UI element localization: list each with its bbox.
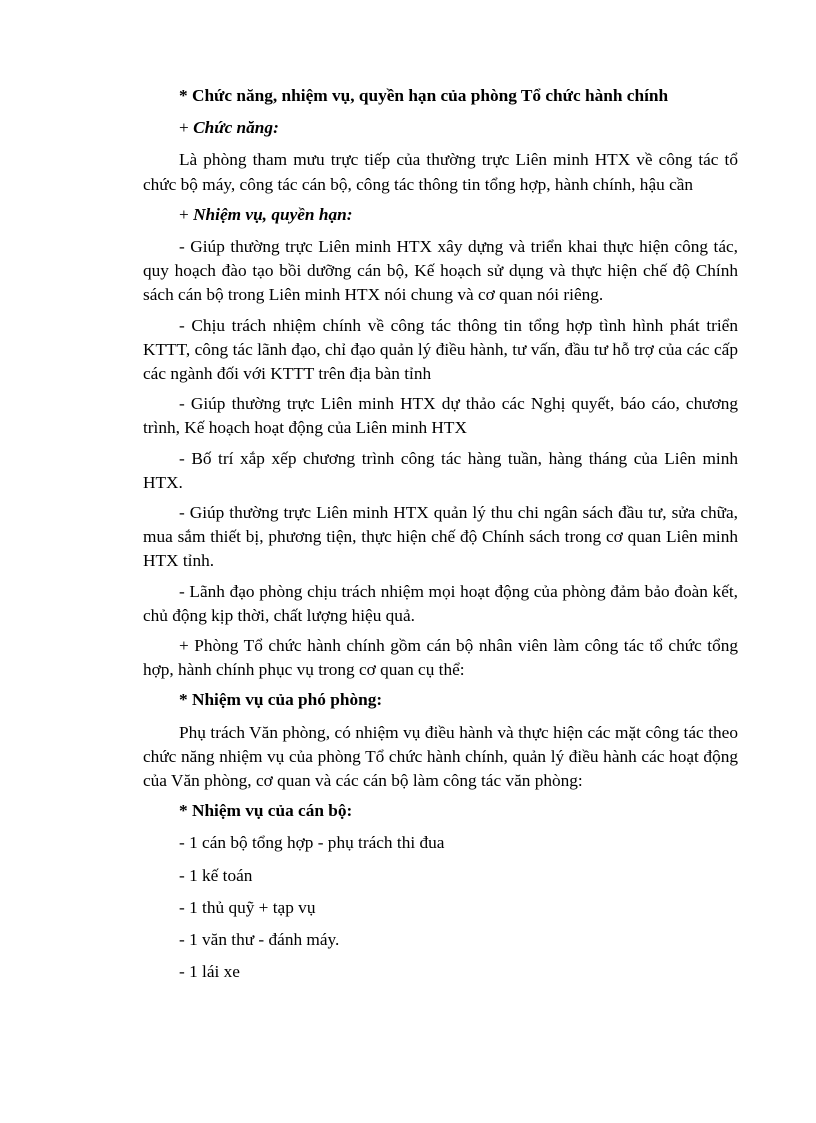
officer-item: - 1 thủ quỹ + tạp vụ [179,897,316,917]
duty-item: - Lãnh đạo phòng chịu trách nhiệm mọi hoạt động của phòng đảm bảo đoàn kết, chủ động kịp thời, chất lượng hiệu quả. [143,581,738,625]
duty-item: - Chịu trách nhiệm chính về công tác thông tin tổng hợp tình hình phát triển KTTT, công tác lãnh đạo, chỉ đạo quản lý điều hành, tư vấn, đầu tư hỗ trợ của các cấp các ngành đối với KTTT trên địa bàn tỉnh [143,315,738,384]
function-text: Là phòng tham mưu trực tiếp của thường trực Liên minh HTX về công tác tổ chức bộ máy, công tác cán bộ, công tác thông tin tổng hợp, hành chính, hậu cần [143,150,738,194]
officer-item: - 1 lái xe [179,962,240,982]
function-heading: Chức năng: [193,118,279,138]
duty-item: - Giúp thường trực Liên minh HTX dự thảo các Nghị quyết, báo cáo, chương trình, Kế hoạch hoạt động của Liên minh HTX [143,394,738,438]
duties-heading-line [143,203,738,227]
duties-heading: Nhiệm vụ, quyền hạn: [193,204,353,224]
officer-item: - 1 cán bộ tổng hợp - phụ trách thi đua [179,833,445,853]
function-prefix: + [179,118,194,138]
document-title: * Chức năng, nhiệm vụ, quyền hạn của phòng Tổ chức hành chính [179,86,669,105]
duty-item: - Giúp thường trực Liên minh HTX quản lý thu chi ngân sách đầu tư, sửa chữa, mua sắm thiết bị, phương tiện, thực hiện chế độ Chính sách trong cơ quan Liên minh HTX tỉnh. [143,503,738,571]
duty-item: - Giúp thường trực Liên minh HTX xây dựng và triển khai thực hiện công tác, quy hoạch đào tạo bồi dưỡng cán bộ, Kế hoạch sử dụng và thực hiện chế độ Chính sách cán bộ trong Liên minh HTX nói chung và cơ quan nói riêng. [143,237,738,305]
officer-item: - 1 kế toán [179,865,253,885]
duties-prefix: + [179,204,194,224]
deputy-heading: * Nhiệm vụ của phó phòng: [179,690,383,710]
deputy-text: Phụ trách Văn phòng, có nhiệm vụ điều hành và thực hiện các mặt công tác theo chức năng nhiệm vụ của phòng Tổ chức hành chính, quản lý điều hành các hoạt động của Văn phòng, cơ quan và các cán bộ làm công tác văn phòng: [143,722,738,791]
officer-item: - 1 văn thư - đánh máy. [179,930,340,950]
staff-text: + Phòng Tổ chức hành chính gồm cán bộ nhân viên làm công tác tổ chức tổng hợp, hành chính phục vụ trong cơ quan cụ thể: [143,636,738,680]
officer-heading: * Nhiệm vụ của cán bộ: [179,801,353,821]
duty-item: - Bố trí xắp xếp chương trình công tác hàng tuần, hàng tháng của Liên minh HTX. [143,448,738,492]
function-heading-line [143,116,738,140]
document-page [143,84,738,993]
